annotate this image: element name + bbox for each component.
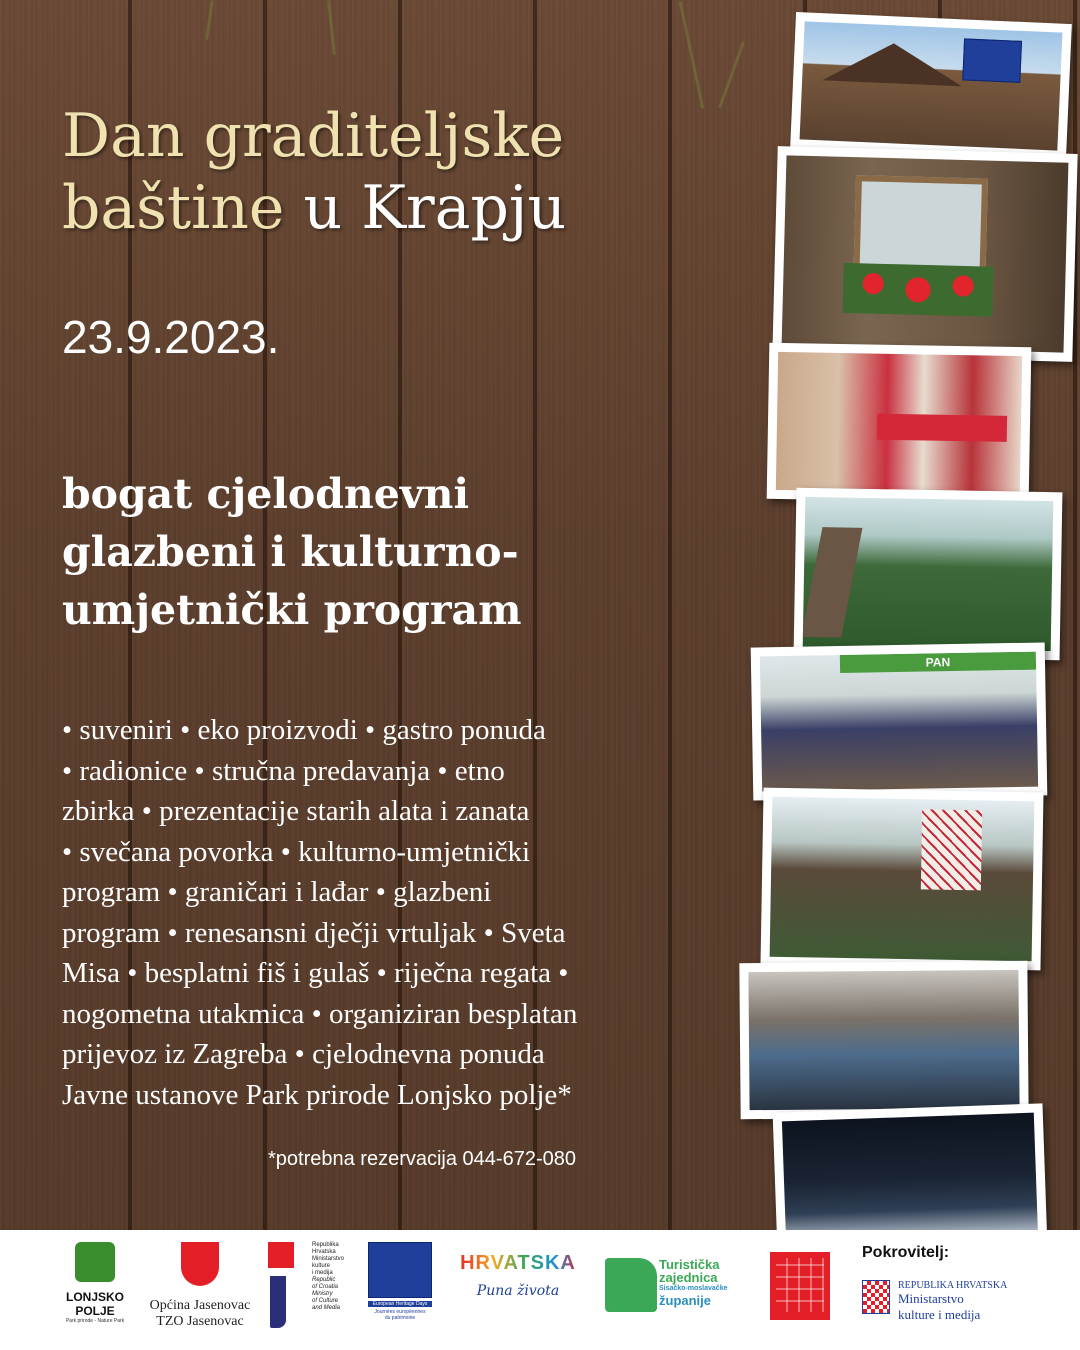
hrvatska-wordmark: HRVATSKA xyxy=(456,1252,580,1275)
program-line: • radionice • stručna predavanja • etno xyxy=(62,754,505,787)
pokrovitelj-block xyxy=(862,1244,1062,1322)
program-line: • svečana povorka • kulturno-umjetnički xyxy=(62,835,531,868)
ministry-word: kulture xyxy=(312,1263,331,1269)
tz-sisacko-moslavacka-logo xyxy=(605,1258,745,1318)
ministry-logo xyxy=(268,1242,348,1342)
ministry-word: Republic xyxy=(312,1277,336,1283)
lonjsko-name-2: POLJE xyxy=(75,1304,115,1318)
jasenovac-coat-of-arms-icon xyxy=(181,1242,219,1286)
program-line: Misa • besplatni fiš i gulaš • riječna regata • xyxy=(62,957,569,989)
program-line: Javne ustanove Park prirode Lonjsko polje* xyxy=(62,1078,572,1111)
tz-shape-icon xyxy=(605,1258,657,1312)
jasenovac-logo xyxy=(140,1242,260,1330)
photo-band-blue-shirts xyxy=(739,961,1028,1120)
eu-heritage-flag-icon xyxy=(368,1242,432,1298)
lonjsko-name-1: LONJSKO xyxy=(65,1290,124,1304)
ministry-word: Republika xyxy=(312,1242,339,1248)
tz-line-3: Sisačko-moslavačke xyxy=(659,1285,728,1292)
lonjsko-tagline: Park prirode - Nature Park xyxy=(65,1318,125,1324)
banner-text: PAN xyxy=(925,655,951,670)
title-highlight: baštine xyxy=(62,173,285,243)
squares-pattern-icon xyxy=(776,1258,824,1312)
wooden-pier xyxy=(803,527,863,637)
headline xyxy=(62,465,682,639)
vine-decoration xyxy=(718,42,745,109)
photo-musicians-outdoor xyxy=(751,642,1048,800)
pokrovitelj-label: Pokrovitelj: xyxy=(862,1244,950,1261)
tz-line-4: županije xyxy=(659,1293,712,1308)
program-list xyxy=(62,710,722,1115)
red-squares-logo xyxy=(770,1252,830,1320)
ministry-blue-mark xyxy=(270,1276,286,1328)
ministry-word: Ministarstvo xyxy=(312,1256,345,1262)
eu-flag-icon xyxy=(962,38,1022,82)
program-line: zbirka • prezentacije starih alata i zanata xyxy=(62,795,530,827)
flower-box xyxy=(842,263,993,317)
headline-line: bogat cjelodnevni xyxy=(62,470,470,518)
program-line: program • renesansni dječji vrtuljak • Sveta xyxy=(62,916,566,949)
photo-lily-pond xyxy=(794,488,1063,661)
photo-wooden-house xyxy=(790,12,1072,160)
title-line-1: Dan graditeljske xyxy=(62,101,565,171)
heritage-line-3: du patrimoine xyxy=(384,1315,416,1321)
headline-line: umjetnički program xyxy=(62,586,522,634)
jasenovac-line-2: TZO Jasenovac xyxy=(156,1314,244,1329)
headline-line: glazbeni i kulturno- xyxy=(62,528,519,576)
red-sash xyxy=(877,414,1007,442)
ministry-word: of Culture xyxy=(312,1298,339,1304)
ministry-word: and Media xyxy=(312,1305,341,1311)
european-heritage-days-logo xyxy=(368,1242,432,1342)
pokrovitelj-line-2: Ministarstvo xyxy=(898,1291,964,1306)
heritage-line-1: European Heritage Days xyxy=(368,1301,432,1307)
ministry-word: Ministry xyxy=(312,1291,333,1297)
vine-decoration xyxy=(327,0,336,55)
photo-folk-costume xyxy=(767,343,1032,504)
hrvatska-slogan: Puna života xyxy=(476,1283,560,1299)
reservation-note: *potrebna rezervacija 044-672-080 xyxy=(268,1148,576,1170)
vine-decoration xyxy=(205,0,214,40)
photo-embroidered-house xyxy=(760,788,1043,971)
ministry-word: of Croatia xyxy=(312,1284,339,1290)
ministry-word: i medija xyxy=(312,1270,333,1276)
ministry-red-square xyxy=(268,1242,294,1268)
hrvatska-tourism-logo xyxy=(456,1252,580,1299)
tz-line-2: zajednica xyxy=(659,1270,718,1285)
program-line: program • graničari i lađar • glazbeni xyxy=(62,876,492,908)
program-line: • suveniri • eko proizvodi • gastro ponuda xyxy=(62,714,546,746)
vine-decoration xyxy=(679,1,705,109)
croatia-coat-of-arms-icon xyxy=(862,1280,890,1314)
sponsor-footer xyxy=(0,1230,1080,1350)
jasenovac-line-1: Općina Jasenovac xyxy=(149,1298,251,1313)
ministry-word: Hrvatska xyxy=(312,1249,336,1255)
embroidery-curtain xyxy=(921,809,982,890)
event-title xyxy=(62,100,762,244)
ministry-text xyxy=(312,1242,352,1312)
lonjsko-polje-logo xyxy=(55,1242,135,1324)
heritage-line-2: Journées européennes xyxy=(374,1309,426,1315)
pokrovitelj-line-3: kulture i medija xyxy=(898,1307,981,1322)
program-line: prijevoz iz Zagreba • cjelodnevna ponuda xyxy=(62,1038,545,1070)
event-date: 23.9.2023. xyxy=(62,311,280,363)
lonjsko-stork-icon xyxy=(75,1242,115,1282)
pokrovitelj-text xyxy=(898,1280,1068,1323)
window-frame xyxy=(853,175,988,276)
house-roof xyxy=(822,40,964,86)
tz-text xyxy=(659,1258,728,1308)
tent-banner xyxy=(840,652,1036,673)
title-rest: u Krapju xyxy=(284,173,567,243)
tz-line-1: Turistička xyxy=(659,1257,720,1272)
pokrovitelj-line-1: REPUBLIKA HRVATSKA xyxy=(898,1280,1008,1291)
photo-window-flowers xyxy=(772,146,1077,362)
program-line: nogometna utakmica • organiziran besplatan xyxy=(62,997,578,1030)
title-line-2 xyxy=(62,172,762,244)
